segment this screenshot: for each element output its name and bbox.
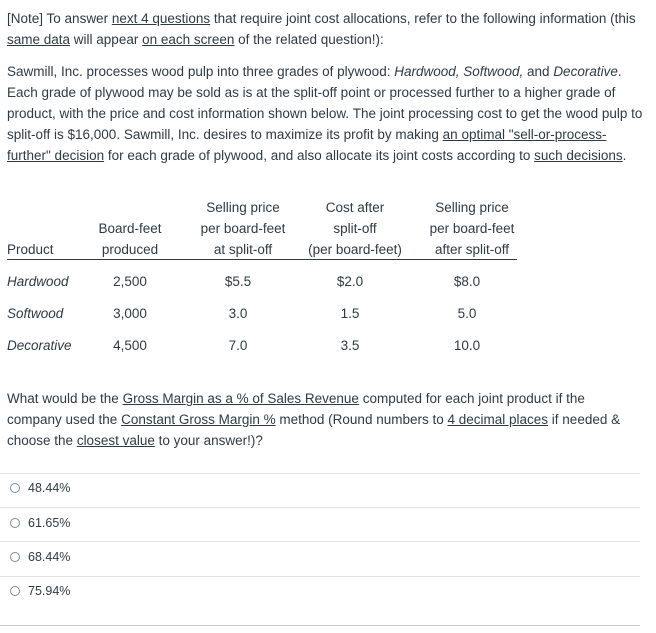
header-selling-after-l3: after split-off <box>434 242 510 257</box>
header-cost-after-l1: Cost after <box>325 200 385 215</box>
header-selling-price-l2: per board-feet <box>200 221 286 236</box>
bottom-border <box>0 625 640 626</box>
row-softwood-spa: 5.0 <box>457 306 477 321</box>
four-decimal-places-text: 4 decimal places <box>447 412 549 427</box>
header-selling-after-l1: Selling price <box>435 200 509 215</box>
row-softwood-board: 3,000 <box>113 306 147 321</box>
row-softwood-sp: 3.0 <box>228 306 248 321</box>
choice-option-2[interactable] <box>10 516 70 530</box>
choice-label: 75.94% <box>28 584 71 598</box>
note-paragraph: [Note] To answer next 4 questions that require joint cost allocations, refer to the following information (this same data will appear on each screen of the related question!): <box>7 11 636 47</box>
header-board-feet-l1: Board-feet <box>98 221 162 236</box>
on-each-screen-text: on each screen <box>142 32 235 47</box>
row-hardwood-product: Hardwood <box>7 274 69 289</box>
choice-separator <box>0 541 640 542</box>
choice-separator <box>0 507 640 508</box>
constant-gross-margin-text: Constant Gross Margin % <box>121 412 276 427</box>
row-decorative-product: Decorative <box>7 338 72 353</box>
radio-button[interactable] <box>10 586 20 596</box>
gross-margin-text: Gross Margin as a % of Sales Revenue <box>122 391 359 406</box>
choice-label: 68.44% <box>28 550 71 564</box>
row-hardwood-sp: $5.5 <box>224 274 252 289</box>
same-data-text: same data <box>7 32 71 47</box>
header-cost-after-l3: (per board-feet) <box>308 242 402 257</box>
choice-option-4[interactable] <box>10 584 70 598</box>
header-product: Product <box>7 242 54 257</box>
intro-paragraph: Sawmill, Inc. processes wood pulp into three grades of plywood: Hardwood, Softwood, and Decorative. Each grade of plywood may be sold as is at the split-off point or processed further to a higher grade of product, with the price and cost information shown below. The joint processing cost to get the wood pulp to split-off is $16,000. Sawmill, Inc. desires to maximize its profit by making an optimal "sell-or-process-further" decision for each grade of plywood, and also allocate its joint costs according to such decisions. <box>7 64 643 163</box>
row-softwood-cost: 1.5 <box>340 306 360 321</box>
header-selling-after-l2: per board-feet <box>429 221 515 236</box>
row-hardwood-cost: $2.0 <box>336 274 364 289</box>
row-decorative-spa: 10.0 <box>453 338 481 353</box>
row-decorative-cost: 3.5 <box>340 338 360 353</box>
next-4-questions-text: next 4 questions <box>111 11 211 26</box>
row-decorative-sp: 7.0 <box>228 338 248 353</box>
closest-value-text: closest value <box>76 433 155 448</box>
choice-label: 48.44% <box>28 481 71 495</box>
row-hardwood-spa: $8.0 <box>453 274 481 289</box>
radio-button[interactable] <box>10 518 20 528</box>
header-cost-after-l2: split-off <box>333 221 377 236</box>
note-label: [Note] <box>7 11 44 26</box>
row-hardwood-board: 2,500 <box>113 274 147 289</box>
header-selling-price-l1: Selling price <box>206 200 280 215</box>
choice-separator <box>0 473 640 474</box>
header-board-feet-l2: produced <box>101 242 159 257</box>
choice-label: 61.65% <box>28 516 71 530</box>
optimal-decision-text: an optimal "sell-or-process-further" decision <box>7 127 607 163</box>
choice-option-3[interactable] <box>10 550 70 564</box>
row-decorative-board: 4,500 <box>113 338 147 353</box>
choice-option-1[interactable] <box>10 481 70 495</box>
row-softwood-product: Softwood <box>7 306 64 321</box>
header-selling-price-l3: at split-off <box>213 242 273 257</box>
radio-button[interactable] <box>10 552 20 562</box>
choice-separator <box>0 576 640 577</box>
question-text: What would be the Gross Margin as a % of Sales Revenue computed for each joint product if the company used the Constant Gross Margin % method (Round numbers to 4 decimal places if needed & choose the closest value to your answer!)? <box>7 391 621 448</box>
radio-button[interactable] <box>10 483 20 493</box>
such-decisions-text: such decisions <box>534 148 623 163</box>
